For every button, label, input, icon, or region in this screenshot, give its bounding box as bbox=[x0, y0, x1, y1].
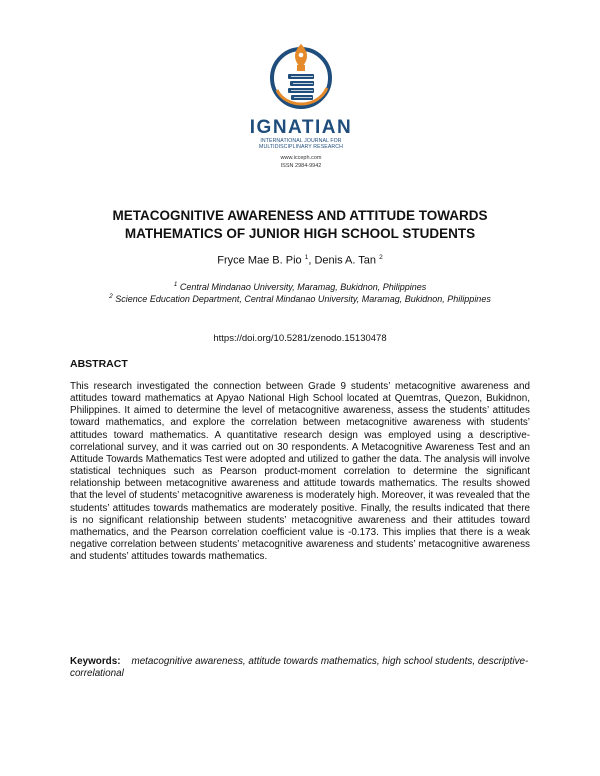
author-1-mark: 1 bbox=[304, 254, 309, 261]
keywords-label: Keywords: bbox=[70, 656, 121, 667]
doi-link[interactable]: https://doi.org/10.5281/zenodo.15130478 bbox=[213, 333, 387, 344]
affiliation-2-text: Science Education Department, Central Mindanao University, Maramag, Bukidnon, Philippines bbox=[115, 294, 491, 304]
paper-title-line2: MATHEMATICS OF JUNIOR HIGH SCHOOL STUDENTS bbox=[124, 226, 476, 241]
paper-title bbox=[40, 207, 560, 243]
abstract-heading: ABSTRACT bbox=[70, 358, 128, 370]
journal-logo bbox=[236, 38, 366, 170]
author-list bbox=[0, 254, 600, 267]
journal-subtitle-line2: MULTIDISCIPLINARY RESEARCH bbox=[259, 144, 343, 150]
journal-issn: ISSN 2984-9942 bbox=[280, 163, 322, 169]
affiliation-2 bbox=[0, 293, 600, 304]
keywords-line bbox=[70, 656, 530, 681]
journal-logo-word: IGNATIAN bbox=[249, 117, 353, 138]
affiliation-1-mark: 1 bbox=[173, 281, 178, 288]
paper-title-line1: METACOGNITIVE AWARENESS AND ATTITUDE TOWARDS bbox=[112, 208, 488, 223]
abstract-body: This research investigated the connection between Grade 9 students’ metacognitive awareness and attitudes toward mathematics at Apyao National High School located at Quemtras, Quezon, Bukidnon, Philippines. It aimed to determine the level of metacognitive awareness, assess the students’ attitudes toward mathematics, and explore the correlation between metacognitive awareness with students’ attitudes toward mathematics. A quantitative research design was employed using a descriptive-correlational survey, and it was carried out on 30 respondents. A Metacognitive Awareness Test and an Attitude Towards Mathematics Test were adopted and utilized to gather the data. The analysis will involve statistical techniques such as Pearson product-moment correlation to determine the significant relationship between metacognitive awareness and attitude towards mathematics. The results showed that the level of students’ metacognitive awareness is moderately high. Moreover, it was revealed that the students’ attitudes towards mathematics are moderately positive. Finally, the results indicated that there is no significant relationship between students’ metacognitive awareness and their attitudes toward mathematics, and the Pearson correlation coefficient value is -0.173. This implies that there is a weak negative correlation between students’ metacognitive awareness and students’ metacognitive awareness and students’ attitudes towards mathematics. bbox=[70, 381, 530, 563]
keywords-text: metacognitive awareness, attitude towards mathematics, high school students, descriptive-correlational bbox=[70, 656, 529, 680]
affiliation-2-mark: 2 bbox=[109, 293, 113, 300]
journal-website[interactable]: www.icceph.com bbox=[280, 155, 322, 161]
author-1-name: Fryce Mae B. Pio bbox=[217, 254, 302, 267]
author-2-name: Denis A. Tan bbox=[314, 254, 377, 267]
ignatian-emblem-icon bbox=[269, 38, 333, 118]
affiliation-1-text: Central Mindanao University, Maramag, Bukidnon, Philippines bbox=[179, 282, 427, 292]
affiliation-1 bbox=[0, 281, 600, 292]
author-separator: , bbox=[308, 254, 315, 267]
author-2-mark: 2 bbox=[379, 254, 383, 261]
journal-subtitle-line1: INTERNATIONAL JOURNAL FOR bbox=[260, 138, 342, 144]
